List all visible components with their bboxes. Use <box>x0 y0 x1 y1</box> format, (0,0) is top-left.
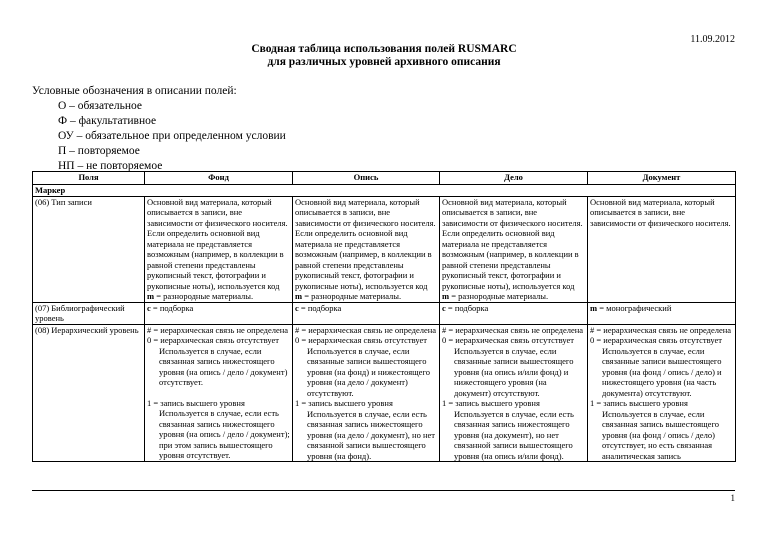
column-header-fields: Поля <box>33 172 145 185</box>
cell-document: m = монографический <box>588 302 736 324</box>
section-row <box>33 185 736 197</box>
page-number: 1 <box>730 493 735 503</box>
column-header-delo: Дело <box>440 172 588 185</box>
document-date: 11.09.2012 <box>690 34 735 45</box>
legend-item: ОУ – обязательное при определенном условии <box>58 130 286 142</box>
field-name: (08) Иерархический уровень <box>33 324 145 462</box>
column-header-fond: Фонд <box>145 172 293 185</box>
cell-fond: Основной вид материала, который описывается в записи, вне зависимости от физического носителя. Если определить основной вид материала не представляется возможным (например, в коллекции в равной степени представлены рукописный текст, фотографии и рукописные ноты), используется код m = разнородные материалы. <box>145 196 293 302</box>
cell-document: Основной вид материала, который описывается в записи, вне зависимости от физического носителя. <box>588 196 736 302</box>
footer-divider <box>32 490 735 491</box>
cell-opis: Основной вид материала, который описывается в записи, вне зависимости от физического носителя. Если определить основной вид материала не представляется возможным (например, в коллекции в равной степени представлены рукописный текст, фотографии и рукописные ноты), используется код m = разнородные материалы. <box>293 196 440 302</box>
table-header-row <box>33 172 736 185</box>
table-row <box>33 324 736 462</box>
legend-heading: Условные обозначения в описании полей: <box>32 85 237 97</box>
document-title <box>0 43 768 69</box>
field-name: (06) Тип записи <box>33 196 145 302</box>
legend-item: О – обязательное <box>58 100 143 112</box>
cell-fond: c = подборка <box>145 302 293 324</box>
cell-document: # = иерархическая связь не определена 0 = иерархическая связь отсутствует Используется в случае, если связанные записи вышестоящего уровня (на фонд / опись / дело) и нижестоящего уровня (на часть документа) отсутствуют. 1 = запись высшего уровня Используется в случае, если связанная запись вышестоящего уровня (на фонд / опись / дело) отсутствует, но есть связанная аналитическая запись <box>588 324 736 462</box>
legend-item: П – повторяемое <box>58 145 140 157</box>
cell-opis: c = подборка <box>293 302 440 324</box>
field-name: (07) Библиографический уровень <box>33 302 145 324</box>
table-row <box>33 302 736 324</box>
cell-opis: # = иерархическая связь не определена 0 = иерархическая связь отсутствует Используется в случае, если связанные записи вышестоящего уровня (на фонд) и нижестоящего уровня (на дело / документ) отсутствуют. 1 = запись высшего уровня Используется в случае, если есть связанная запись нижестоящего уровня (на дело / документ), но нет связанной записи вышестоящего уровня (на фонд). <box>293 324 440 462</box>
column-header-opis: Опись <box>293 172 440 185</box>
cell-delo: Основной вид материала, который описывается в записи, вне зависимости от физического носителя. Если определить основной вид материала не представляется возможным (например, в коллекции в равной степени представлены рукописный текст, фотографии и рукописные ноты), используется код m = разнородные материалы. <box>440 196 588 302</box>
title-line-1: Сводная таблица использования полей RUSMARC <box>251 43 517 55</box>
legend-item: Ф – факультативное <box>58 115 157 127</box>
cell-fond: # = иерархическая связь не определена 0 = иерархическая связь отсутствует Используется в случае, если связанная запись нижестоящего уровня (на опись / дело / документ) отсутствует. 1 = запись высшего уровня Используется в случае, если есть связанная запись нижестоящего уровня (на опись / дело / документ); при этом запись вышестоящего уровня отсутствует. <box>145 324 293 462</box>
table-row <box>33 196 736 302</box>
title-line-2: для различных уровней архивного описания <box>267 56 501 68</box>
cell-delo: # = иерархическая связь не определена 0 = иерархическая связь отсутствует Используется в случае, если связанные записи вышестоящего уровня (на опись и/или фонд) и нижестоящего уровня (на документ) отсутствуют. 1 = запись высшего уровня Используется в случае, если есть связанная запись нижестоящего уровня (на документ), но нет связанной записи вышестоящего уровня (на опись и/или фонд). <box>440 324 588 462</box>
legend-item: НП – не повторяемое <box>58 160 163 172</box>
column-header-document: Документ <box>588 172 736 185</box>
cell-delo: c = подборка <box>440 302 588 324</box>
fields-table <box>32 171 736 462</box>
legend <box>32 84 286 174</box>
section-title: Маркер <box>33 185 736 197</box>
